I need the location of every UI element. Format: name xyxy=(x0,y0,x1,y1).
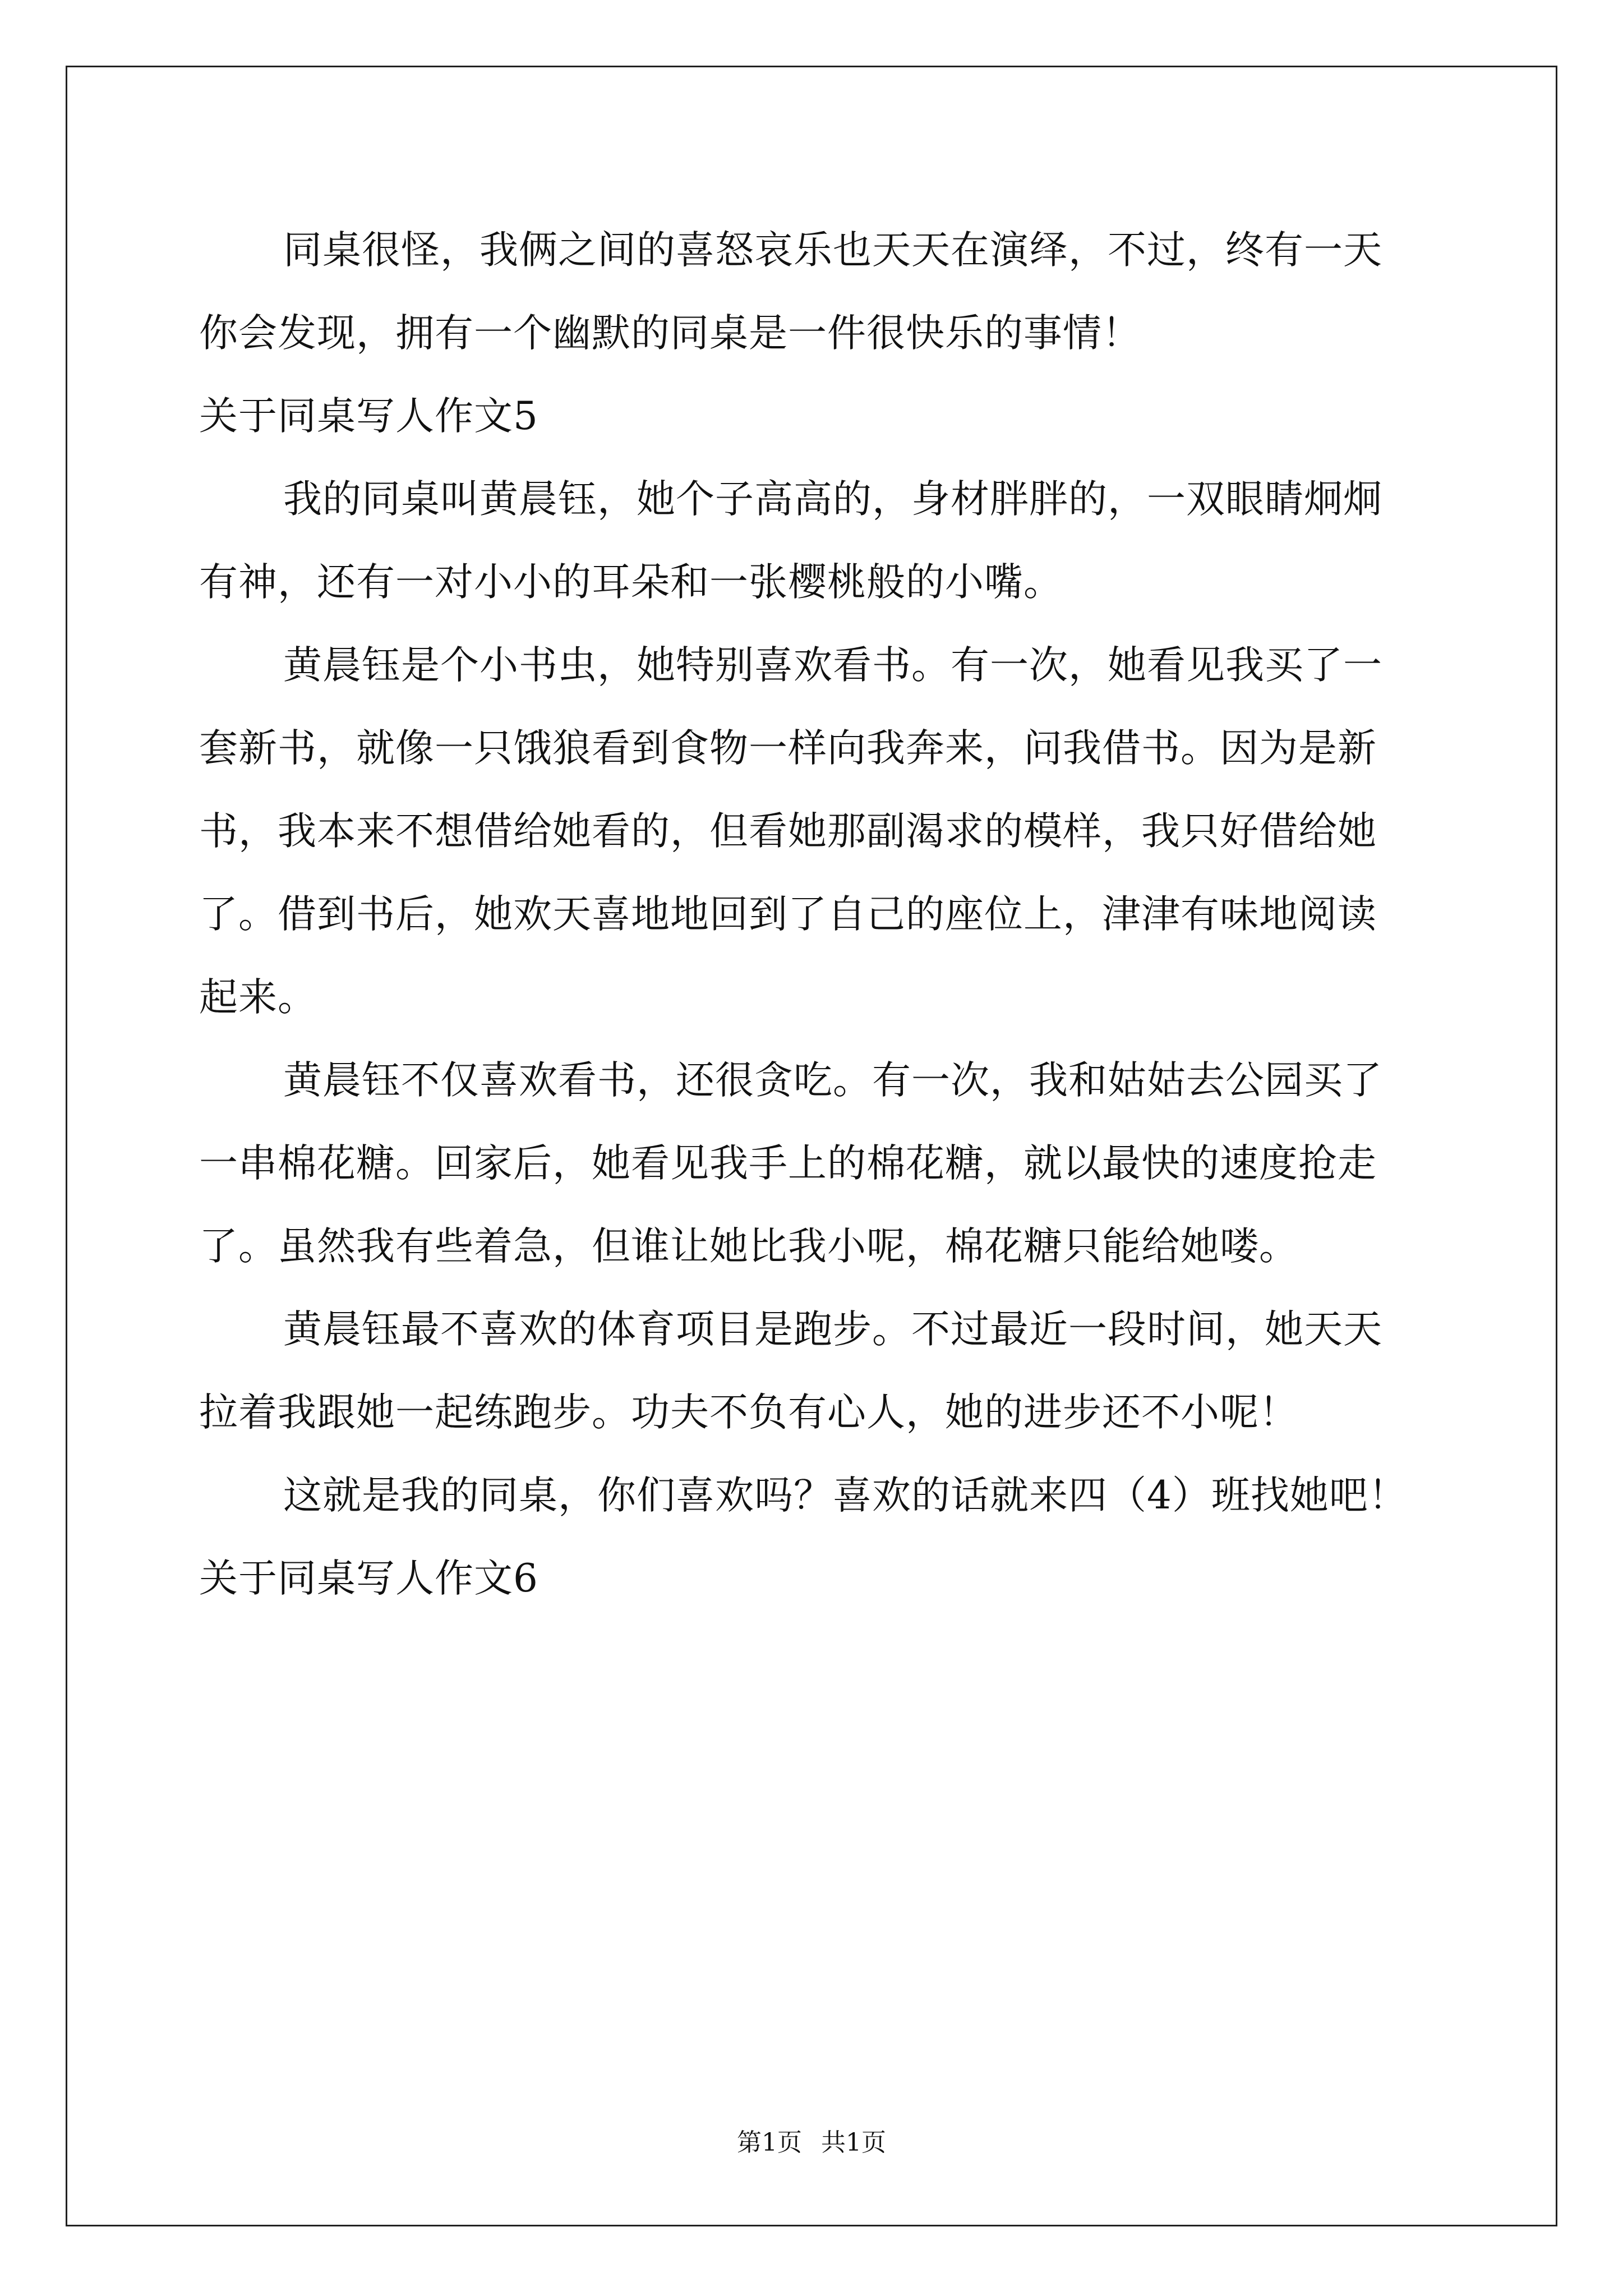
paragraph-line: 了。虽然我有些着急，但谁让她比我小呢，棉花糖只能给她喽。 xyxy=(199,1224,1298,1269)
paragraph-line: 了。借到书后，她欢天喜地地回到了自己的座位上，津津有味地阅读 xyxy=(199,892,1377,937)
page-number-total: 共1页 xyxy=(821,2128,886,2157)
page-number-current: 第1页 xyxy=(737,2128,802,2157)
section-heading: 关于同桌写人作文5 xyxy=(199,394,538,439)
paragraph-line: 你会发现，拥有一个幽默的同桌是一件很快乐的事情！ xyxy=(199,311,1141,356)
paragraph-line: 同桌很怪，我俩之间的喜怒哀乐也天天在演绎，不过，终有一天 xyxy=(283,228,1382,273)
section-heading: 关于同桌写人作文6 xyxy=(199,1556,538,1601)
paragraph-line: 拉着我跟她一起练跑步。功夫不负有心人，她的进步还不小呢！ xyxy=(199,1390,1298,1435)
document-body xyxy=(199,209,1450,1620)
page-footer xyxy=(0,2126,1623,2160)
paragraph-line: 黄晨钰是个小书虫，她特别喜欢看书。有一次，她看见我买了一 xyxy=(283,643,1382,688)
paragraph-line: 我的同桌叫黄晨钰，她个子高高的，身材胖胖的，一双眼睛炯炯 xyxy=(283,477,1382,522)
paragraph-line: 黄晨钰不仅喜欢看书，还很贪吃。有一次，我和姑姑去公园买了 xyxy=(283,1058,1382,1103)
paragraph-line: 一串棉花糖。回家后，她看见我手上的棉花糖，就以最快的速度抢走 xyxy=(199,1141,1377,1186)
paragraph-line: 套新书，就像一只饿狼看到食物一样向我奔来，问我借书。因为是新 xyxy=(199,726,1377,771)
paragraph-line: 起来。 xyxy=(199,975,317,1020)
paragraph-line: 这就是我的同桌，你们喜欢吗？喜欢的话就来四（4）班找她吧！ xyxy=(283,1473,1408,1518)
paragraph-line: 书，我本来不想借给她看的，但看她那副渴求的模样，我只好借给她 xyxy=(199,809,1377,854)
paragraph-line: 黄晨钰最不喜欢的体育项目是跑步。不过最近一段时间，她天天 xyxy=(283,1307,1382,1352)
paragraph-line: 有神，还有一对小小的耳朵和一张樱桃般的小嘴。 xyxy=(199,560,1063,605)
